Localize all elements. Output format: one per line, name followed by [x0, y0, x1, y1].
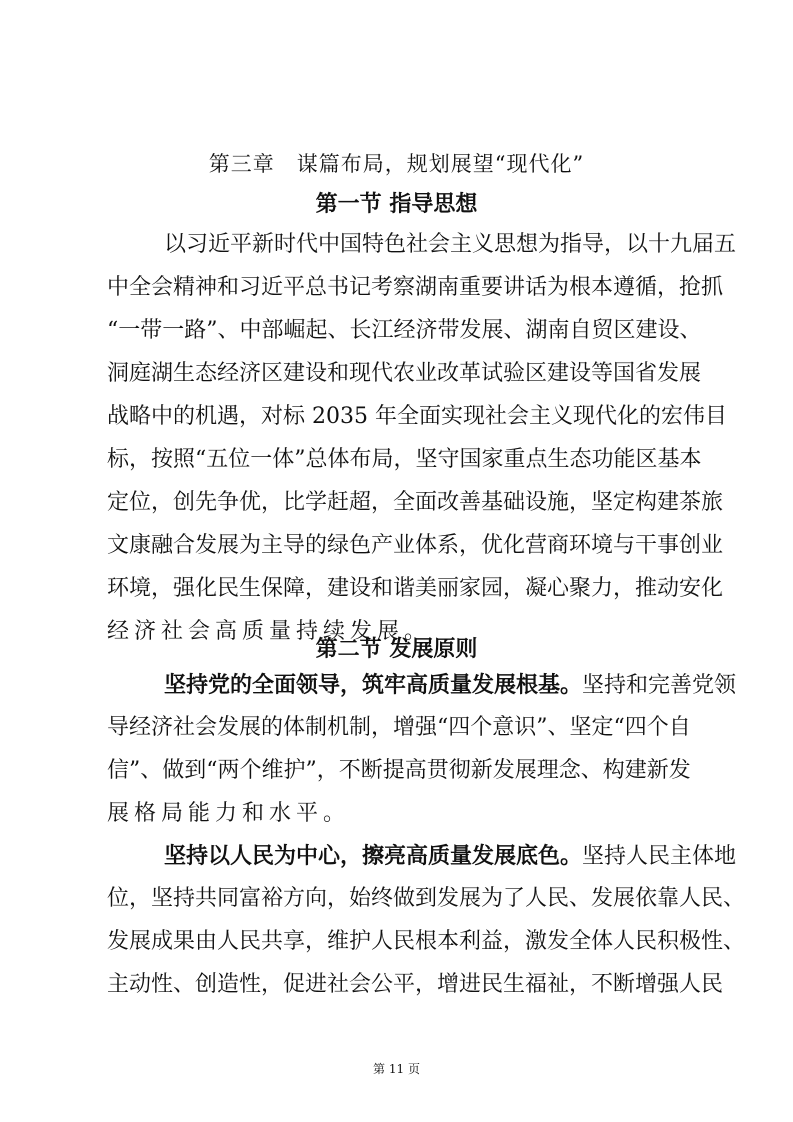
body-line: 中全会精神和习近平总书记考察湖南重要讲话为根本遵循，抢抓	[107, 275, 724, 300]
principle-1-first-line	[164, 670, 737, 700]
chapter-title: 第三章 谋篇布局，规划展望“现代化”	[208, 152, 585, 176]
principle-2-text: 坚持人民主体地	[582, 844, 737, 869]
section-1-title: 第一节 指导思想	[315, 191, 478, 217]
body-line: 定位，创先争优，比学赶超，全面改善基础设施，坚定构建茶旅	[107, 490, 724, 515]
body-line: 位，坚持共同富裕方向，始终做到发展为了人民、发展依靠人民、	[107, 886, 746, 911]
body-line: 以习近平新时代中国特色社会主义思想为指导，以十九届五	[164, 232, 737, 257]
section-2-title: 第二节 发展原则	[315, 636, 478, 662]
principle-2-first-line	[164, 841, 737, 871]
body-line: 环境，强化民生保障，建设和谐美丽家园，凝心聚力，推动安化	[107, 576, 724, 601]
body-line: 经济社会高质量持续发展。	[107, 619, 432, 644]
body-line: 文康融合发展为主导的绿色产业体系，优化营商环境与干事创业	[107, 533, 724, 558]
body-line: “一带一路”、中部崛起、长江经济带发展、湖南自贸区建设、	[107, 318, 702, 343]
principle-2-lead: 坚持以人民为中心，擦亮高质量发展底色。	[164, 843, 583, 869]
page-number: 第 11 页	[373, 1062, 420, 1076]
body-line: 洞庭湖生态经济区建设和现代农业改革试验区建设等国省发展	[107, 361, 702, 386]
body-line: 战略中的机遇，对标 2035 年全面实现社会主义现代化的宏伟目	[107, 404, 727, 429]
body-line: 展格局能力和水平。	[107, 801, 351, 826]
body-line: 发展成果由人民共享，维护人民根本利益，激发全体人民积极性、	[107, 929, 746, 954]
principle-1-text: 坚持和完善党领	[582, 673, 737, 698]
principle-1-lead: 坚持党的全面领导，筑牢高质量发展根基。	[164, 672, 583, 698]
body-line: 标，按照“五位一体”总体布局，坚守国家重点生态功能区基本	[107, 447, 702, 472]
body-line: 导经济社会发展的体制机制，增强“四个意识”、坚定“四个自	[107, 715, 691, 740]
body-line: 主动性、创造性，促进社会公平，增进民生福祉，不断增强人民	[107, 972, 724, 997]
body-line: 信”、做到“两个维护”，不断提高贯彻新发展理念、构建新发	[107, 758, 691, 783]
